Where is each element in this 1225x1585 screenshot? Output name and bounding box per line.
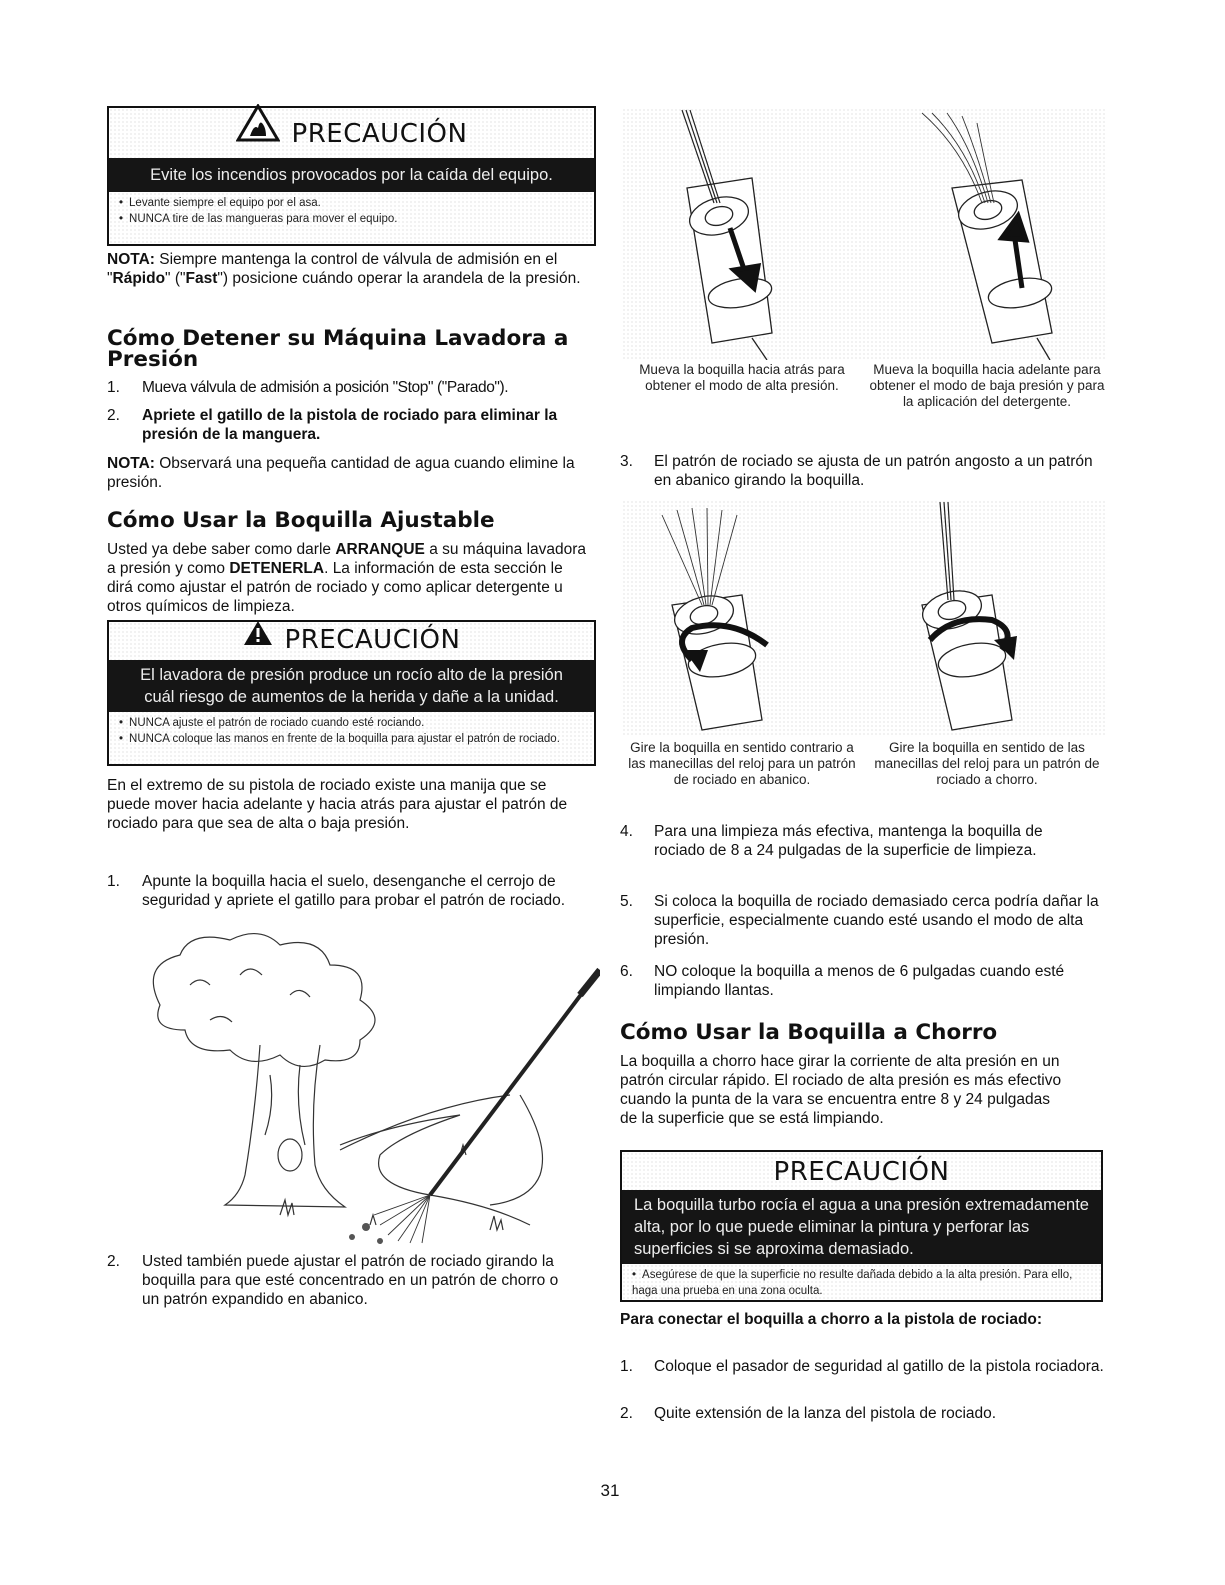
caution-box-3	[620, 1150, 1103, 1302]
handle-paragraph: En el extremo de su pistola de rociado existe una manija que se puede mover hacia adelante y hacia atrás para ajustar el patrón de rociado para que sea de alta o baja presión.	[107, 777, 568, 832]
bullet-item: • Asegúrese de que la superficie no resulte dañada debido a la alta presión. Para ello, haga una prueba en una zona oculta.	[632, 1267, 1093, 1299]
warning-fire-icon	[236, 104, 280, 160]
bullet-item: • NUNCA coloque las manos en frente de la boquilla para ajustar el patrón de rociado.	[119, 731, 586, 747]
caution-bullets	[109, 192, 594, 229]
step-number: 1.	[107, 873, 120, 890]
intro-bold: DETENERLA	[229, 560, 325, 577]
step-text: El patrón de rociado se ajusta de un patrón angosto a un patrón en abanico girando la boquilla.	[654, 453, 1093, 489]
step-number: 5.	[620, 893, 633, 910]
step-number: 2.	[107, 407, 120, 424]
intro-text: Usted ya debe saber como darle	[107, 541, 336, 558]
figure-caption-right: Gire la boquilla en sentido de las manecillas del reloj para un patrón de rociado a chorro.	[874, 740, 1100, 787]
step-text: Quite extensión de la lanza del pistola de rociado.	[654, 1405, 997, 1422]
nozzle-rotate-figure	[622, 500, 1106, 736]
note-label: NOTA:	[107, 251, 155, 268]
caution-banner: La boquilla turbo rocía el agua a una presión extremadamente alta, por lo que puede eliminar la pintura y perforar las superficies si se aproxima demasiado.	[622, 1190, 1101, 1264]
tree-spray-illustration	[130, 925, 600, 1250]
bullet-item: • Levante siempre el equipo por el asa.	[119, 195, 586, 211]
figure-caption-left: Gire la boquilla en sentido contrario a las manecillas del reloj para un patrón de rociado en abanico.	[628, 740, 856, 787]
caution-title-text: PRECAUCIÓN	[284, 625, 461, 655]
step-number: 1.	[107, 379, 120, 396]
caution-title	[109, 622, 594, 660]
note-bold: Rápido	[112, 270, 166, 287]
step-number: 4.	[620, 823, 633, 840]
intro-paragraph	[107, 540, 592, 616]
note-bold: Fast	[185, 270, 218, 287]
caution-banner: Evite los incendios provocados por la caída del equipo.	[109, 158, 594, 192]
step-text: Para una limpieza más efectiva, mantenga la boquilla de rociado de 8 a 24 pulgadas de la superficie de limpieza.	[654, 823, 1043, 859]
step-number: 2.	[620, 1405, 633, 1422]
caution-box-1	[107, 106, 596, 246]
bullet-item: • NUNCA ajuste el patrón de rociado cuando esté rociando.	[119, 715, 586, 731]
note-paragraph	[107, 454, 577, 492]
note-label: NOTA:	[107, 455, 155, 472]
step-text: Apriete el gatillo de la pistola de rociado para eliminar la presión de la manguera.	[142, 407, 558, 443]
caution-title-text: PRECAUCIÓN	[291, 119, 468, 149]
page-number: 31	[600, 1481, 620, 1500]
step-number: 3.	[620, 453, 633, 470]
note-text: Siempre mantenga la control de válvula de admisión en el "	[107, 251, 558, 287]
step-text: Apunte la boquilla hacia el suelo, desenganche el cerrojo de seguridad y apriete el gatillo para probar el patrón de rociado.	[142, 873, 566, 909]
caution-title: PRECAUCIÓN	[773, 1157, 950, 1187]
intro-bold: ARRANQUE	[335, 541, 425, 558]
caution-bullets	[109, 712, 594, 749]
section-heading-stop: Cómo Detener su Máquina Lavadora a Presión	[107, 326, 569, 372]
figure-caption-left: Mueva la boquilla hacia atrás para obtener el modo de alta presión.	[639, 362, 845, 393]
bullet-item: • NUNCA tire de las mangueras para mover el equipo.	[119, 211, 586, 227]
figure-caption-right: Mueva la boquilla hacia adelante para obtener el modo de baja presión y para la aplicación del detergente.	[869, 362, 1105, 409]
step-text: Usted también puede ajustar el patrón de rociado girando la boquilla para que esté concentrado en un patrón de chorro o un patrón expandido en abanico.	[142, 1253, 559, 1308]
step-text: Si coloca la boquilla de rociado demasiado cerca podría dañar la superficie, especialmente cuando esté usando el modo de alta presión.	[654, 893, 1099, 948]
step-text: Mueva válvula de admisión a posición "Stop" ("Parado").	[142, 379, 509, 396]
step-number: 1.	[620, 1358, 633, 1375]
note-text: Observará una pequeña cantidad de agua cuando elimine la presión.	[107, 455, 575, 491]
intro-text: . La información de esta sección le dirá como ajustar el patrón de rociado y como aplicar detergente u otros químicos de limpieza.	[107, 560, 563, 615]
note-paragraph	[107, 250, 592, 288]
caution-banner: El lavadora de presión produce un rocío alto de la presión cuál riesgo de aumentos de la herida y dañe a la unidad.	[109, 660, 594, 712]
step-number: 6.	[620, 963, 633, 980]
connect-heading: Para conectar el boquilla a chorro a la pistola de rociado:	[620, 1311, 1043, 1328]
intro-paragraph: La boquilla a chorro hace girar la corriente de alta presión en un patrón circular rápido. El rociado de alta presión es más efectivo cuando la punta de la vara se encuentra entre 8 y 24 pulgadas de la superficie que se está limpiando.	[620, 1053, 1062, 1127]
caution-bullets	[622, 1264, 1101, 1301]
step-text: NO coloque la boquilla a menos de 6 pulgadas cuando esté limpiando llantas.	[654, 963, 1065, 999]
step-number: 2.	[107, 1253, 120, 1270]
warning-icon	[243, 620, 273, 656]
section-heading-adjustable: Cómo Usar la Boquilla Ajustable	[107, 508, 495, 533]
note-text: " ("	[165, 270, 186, 287]
caution-title	[109, 108, 594, 158]
section-heading-turbo: Cómo Usar la Boquilla a Chorro	[620, 1020, 998, 1045]
nozzle-push-pull-figure	[622, 108, 1106, 360]
note-text: ") posicione cuándo operar la arandela de la presión.	[217, 270, 581, 287]
step-text: Coloque el pasador de seguridad al gatillo de la pistola rociadora.	[654, 1358, 1104, 1375]
intro-text: a su máquina lavadora a presión y como	[107, 541, 587, 577]
caution-box-2	[107, 620, 596, 766]
